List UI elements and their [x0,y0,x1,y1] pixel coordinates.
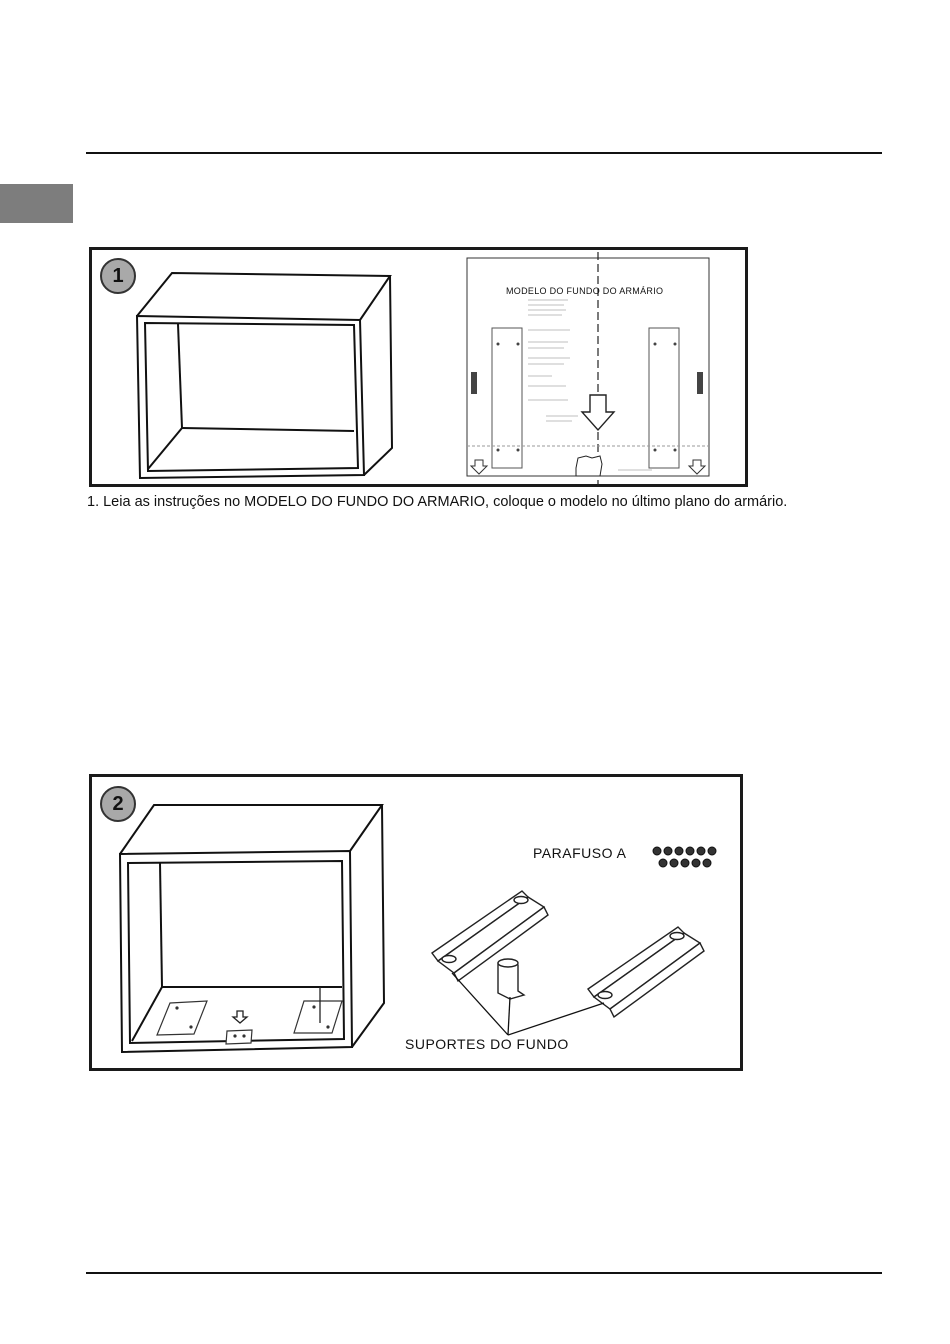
screw-a-label: PARAFUSO A [533,845,627,861]
section-tab [0,184,73,223]
bottom-brackets-illustration [92,777,746,1074]
step2-panel [89,774,743,1071]
top-rule [86,152,882,154]
template-title: MODELO DO FUNDO DO ARMÁRIO [506,286,664,296]
step1-caption: 1. Leia as instruções no MODELO DO FUNDO DO ARMARIO, coloque o modelo no último plano do armário. [87,494,788,510]
step1-number-badge: 1 [100,258,136,294]
bottom-brackets-label: SUPORTES DO FUNDO [405,1036,569,1052]
step1-panel [89,247,748,487]
step2-number-badge: 2 [100,786,136,822]
bottom-rule [86,1272,882,1274]
